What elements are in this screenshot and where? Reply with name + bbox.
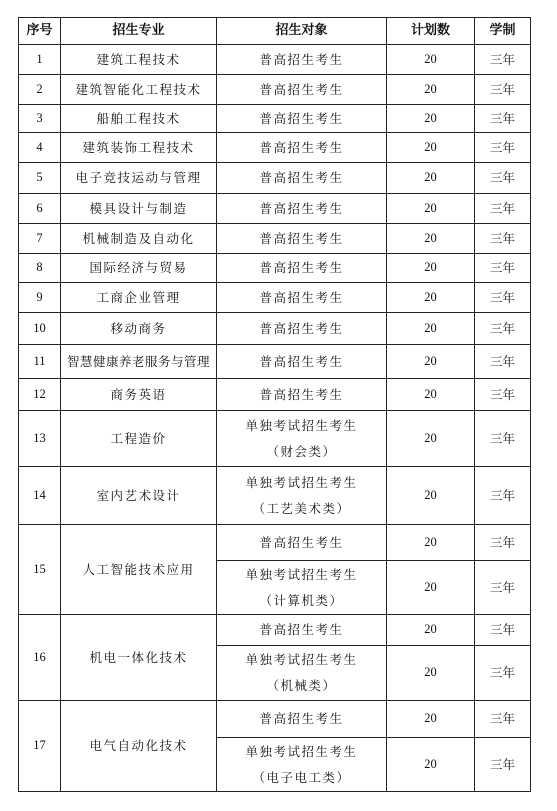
- row-years: 三年: [475, 224, 531, 254]
- target-category: （机械类）: [266, 678, 337, 693]
- row-target: 普高招生考生: [217, 105, 387, 133]
- table-row: [19, 615, 531, 646]
- row-plan: 20: [387, 283, 475, 313]
- row-target: 普高招生考生: [217, 615, 387, 646]
- row-target: 普高招生考生: [217, 133, 387, 163]
- row-years: 三年: [475, 411, 531, 467]
- row-no: 11: [19, 345, 61, 379]
- enrollment-table: [18, 17, 531, 792]
- table-row: [19, 283, 531, 313]
- target-category: （计算机类）: [259, 592, 344, 608]
- table-row: [19, 467, 531, 525]
- row-years: 三年: [475, 283, 531, 313]
- row-plan: 20: [387, 133, 475, 163]
- table-row: [19, 313, 531, 345]
- header-years: 学制: [475, 18, 531, 45]
- row-target: 普高招生考生: [217, 283, 387, 313]
- row-no: 15: [19, 525, 61, 615]
- table-row: [19, 525, 531, 561]
- row-plan: 20: [387, 738, 475, 792]
- row-plan: 20: [387, 615, 475, 646]
- row-target: 普高招生考生: [217, 701, 387, 738]
- row-years: 三年: [475, 345, 531, 379]
- target-category: （工艺美术类）: [252, 500, 351, 516]
- row-years: 三年: [475, 105, 531, 133]
- row-plan: 20: [387, 646, 475, 701]
- row-target: [217, 411, 387, 467]
- row-years: 三年: [475, 194, 531, 224]
- row-years: 三年: [475, 701, 531, 738]
- row-target: [217, 646, 387, 701]
- row-no: 8: [19, 254, 61, 283]
- row-no: 13: [19, 411, 61, 467]
- row-target: 普高招生考生: [217, 254, 387, 283]
- row-target: 普高招生考生: [217, 379, 387, 411]
- row-plan: 20: [387, 194, 475, 224]
- table-row: [19, 45, 531, 75]
- table-row: [19, 379, 531, 411]
- row-plan: 20: [387, 75, 475, 105]
- row-no: 2: [19, 75, 61, 105]
- row-plan: 20: [387, 254, 475, 283]
- row-target: 普高招生考生: [217, 75, 387, 105]
- row-major: 国际经济与贸易: [61, 254, 217, 283]
- row-target: 普高招生考生: [217, 163, 387, 194]
- row-years: 三年: [475, 379, 531, 411]
- row-years: 三年: [475, 525, 531, 561]
- row-plan: 20: [387, 467, 475, 525]
- table-row: [19, 163, 531, 194]
- row-years: 三年: [475, 615, 531, 646]
- row-major: 建筑智能化工程技术: [61, 75, 217, 105]
- row-plan: 20: [387, 313, 475, 345]
- table-row: [19, 411, 531, 467]
- table-row: [19, 224, 531, 254]
- target-main: 单独考试招生考生: [245, 474, 358, 490]
- row-plan: 20: [387, 45, 475, 75]
- row-no: 16: [19, 615, 61, 701]
- row-no: 3: [19, 105, 61, 133]
- target-main: 单独考试招生考生: [245, 417, 358, 433]
- row-target: 普高招生考生: [217, 525, 387, 561]
- row-target: 普高招生考生: [217, 345, 387, 379]
- row-years: 三年: [475, 45, 531, 75]
- target-main: 单独考试招生考生: [245, 652, 358, 668]
- row-major: 电气自动化技术: [61, 701, 217, 792]
- row-plan: 20: [387, 163, 475, 194]
- row-no: 12: [19, 379, 61, 411]
- row-target: [217, 738, 387, 792]
- row-target: [217, 561, 387, 615]
- row-major: 建筑工程技术: [61, 45, 217, 75]
- row-plan: 20: [387, 561, 475, 615]
- header-row: [19, 18, 531, 45]
- header-major: 招生专业: [61, 18, 217, 45]
- row-no: 9: [19, 283, 61, 313]
- table-row: [19, 701, 531, 738]
- row-years: 三年: [475, 646, 531, 701]
- row-major: 人工智能技术应用: [61, 525, 217, 615]
- row-plan: 20: [387, 411, 475, 467]
- row-plan: 20: [387, 345, 475, 379]
- row-plan: 20: [387, 224, 475, 254]
- row-no: 14: [19, 467, 61, 525]
- table-row: [19, 254, 531, 283]
- row-major: 室内艺术设计: [61, 467, 217, 525]
- row-major: 建筑装饰工程技术: [61, 133, 217, 163]
- table-row: [19, 133, 531, 163]
- row-years: 三年: [475, 467, 531, 525]
- row-major: 智慧健康养老服务与管理: [61, 345, 217, 379]
- row-years: 三年: [475, 254, 531, 283]
- row-plan: 20: [387, 525, 475, 561]
- row-major: 工商企业管理: [61, 283, 217, 313]
- row-target: 普高招生考生: [217, 194, 387, 224]
- row-major: 机电一体化技术: [61, 615, 217, 701]
- row-no: 5: [19, 163, 61, 194]
- row-years: 三年: [475, 163, 531, 194]
- row-years: 三年: [475, 738, 531, 792]
- header-plan: 计划数: [387, 18, 475, 45]
- row-target: [217, 467, 387, 525]
- row-plan: 20: [387, 105, 475, 133]
- row-no: 4: [19, 133, 61, 163]
- row-no: 10: [19, 313, 61, 345]
- row-major: 模具设计与制造: [61, 194, 217, 224]
- row-no: 17: [19, 701, 61, 792]
- header-no: 序号: [19, 18, 61, 45]
- target-category: （电子电工类）: [252, 769, 351, 785]
- row-years: 三年: [475, 75, 531, 105]
- row-major: 商务英语: [61, 379, 217, 411]
- table-row: [19, 345, 531, 379]
- row-major: 电子竞技运动与管理: [61, 163, 217, 194]
- row-no: 6: [19, 194, 61, 224]
- row-plan: 20: [387, 701, 475, 738]
- row-major: 船舶工程技术: [61, 105, 217, 133]
- row-target: 普高招生考生: [217, 313, 387, 345]
- table-row: [19, 194, 531, 224]
- row-target: 普高招生考生: [217, 224, 387, 254]
- row-years: 三年: [475, 561, 531, 615]
- row-target: 普高招生考生: [217, 45, 387, 75]
- target-main: 单独考试招生考生: [245, 743, 358, 759]
- row-no: 7: [19, 224, 61, 254]
- row-major: 移动商务: [61, 313, 217, 345]
- target-main: 单独考试招生考生: [245, 566, 358, 582]
- row-no: 1: [19, 45, 61, 75]
- table-row: [19, 105, 531, 133]
- row-major: 工程造价: [61, 411, 217, 467]
- table-row: [19, 75, 531, 105]
- row-plan: 20: [387, 379, 475, 411]
- row-major: 机械制造及自动化: [61, 224, 217, 254]
- row-years: 三年: [475, 133, 531, 163]
- target-category: （财会类）: [266, 443, 337, 459]
- row-years: 三年: [475, 313, 531, 345]
- header-target: 招生对象: [217, 18, 387, 45]
